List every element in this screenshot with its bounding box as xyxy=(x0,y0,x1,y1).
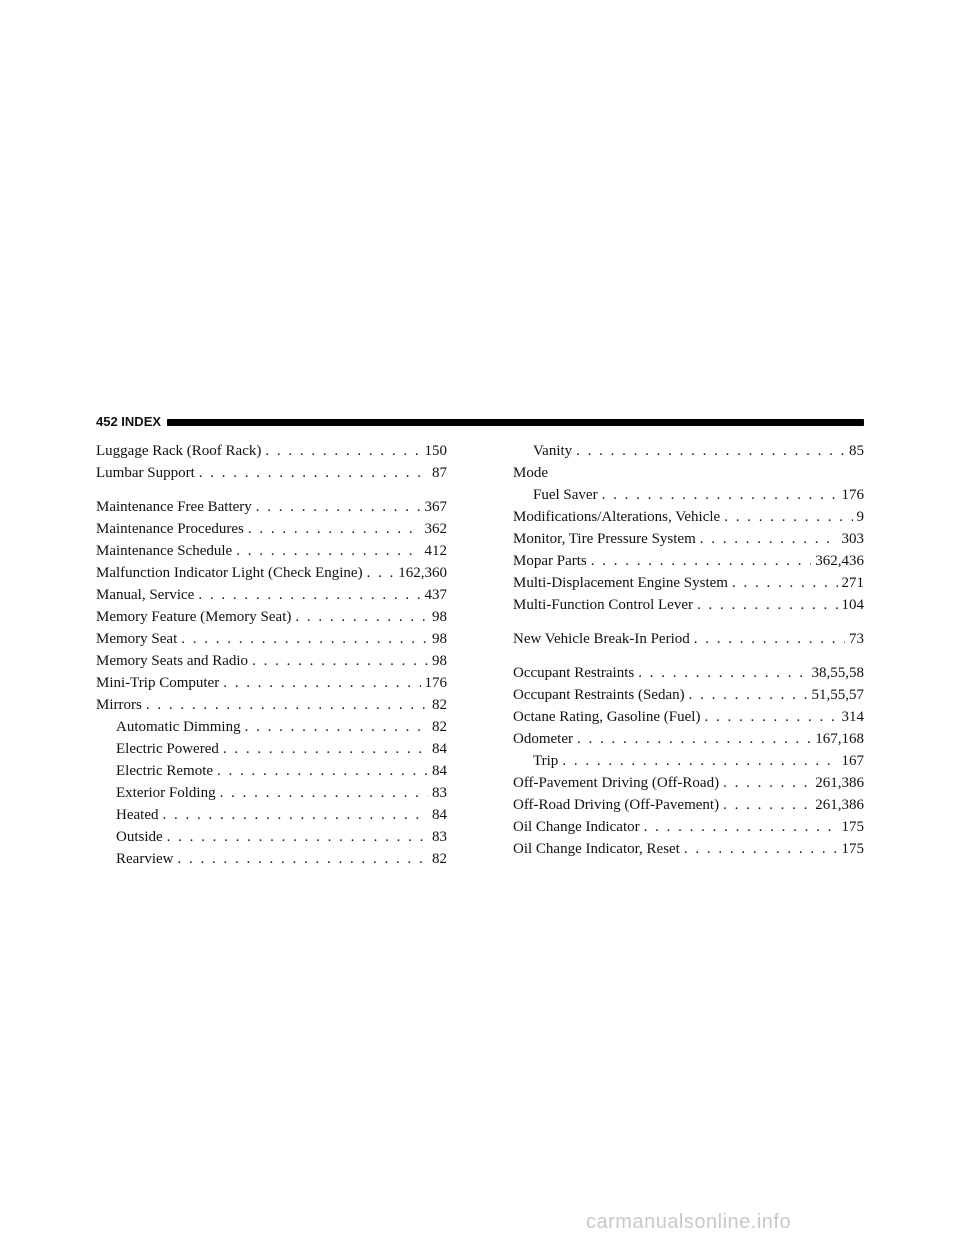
index-entry xyxy=(96,496,447,518)
index-term: Exterior Folding xyxy=(116,785,216,801)
dot-leader xyxy=(700,528,838,550)
index-page-numbers: 362 xyxy=(424,521,447,537)
index-term: Electric Remote xyxy=(116,763,214,779)
index-column-left xyxy=(96,440,447,870)
index-entry xyxy=(513,706,864,728)
index-term: Memory Feature (Memory Seat) xyxy=(96,609,292,625)
index-term: Automatic Dimming xyxy=(116,719,241,735)
index-page-numbers: 437 xyxy=(424,587,447,603)
index-term: Maintenance Free Battery xyxy=(96,499,252,515)
dot-leader xyxy=(684,838,838,860)
dot-leader xyxy=(167,826,428,848)
dot-leader xyxy=(220,782,428,804)
index-page-numbers: 87 xyxy=(432,465,447,481)
index-page-numbers: 271 xyxy=(841,575,864,591)
index-page-numbers: 104 xyxy=(841,597,864,613)
index-term: Occupant Restraints xyxy=(513,665,635,681)
dot-leader xyxy=(689,684,808,706)
index-term: Octane Rating, Gasoline (Fuel) xyxy=(513,709,701,725)
index-entry xyxy=(513,772,864,794)
index-entry xyxy=(96,848,447,870)
index-term: Maintenance Schedule xyxy=(96,543,233,559)
index-term: Modifications/Alterations, Vehicle xyxy=(513,509,721,525)
index-page-numbers: 73 xyxy=(849,631,864,647)
dot-leader xyxy=(697,594,838,616)
index-term: Lumbar Support xyxy=(96,465,195,481)
dot-leader xyxy=(177,848,428,870)
index-term: Oil Change Indicator, Reset xyxy=(513,841,680,857)
index-term: Malfunction Indicator Light (Check Engine) xyxy=(96,565,363,581)
dot-leader xyxy=(723,772,811,794)
index-term: Maintenance Procedures xyxy=(96,521,244,537)
index-page-numbers: 98 xyxy=(432,631,447,647)
index-entry xyxy=(96,462,447,484)
index-page-numbers: 175 xyxy=(841,819,864,835)
dot-leader xyxy=(199,462,428,484)
index-page-numbers: 162,360 xyxy=(398,565,447,581)
index-page-numbers: 176 xyxy=(841,487,864,503)
index-term: Multi-Displacement Engine System xyxy=(513,575,728,591)
index-page-numbers: 167 xyxy=(841,753,864,769)
index-term: Memory Seat xyxy=(96,631,178,647)
index-page-numbers: 51,55,57 xyxy=(811,687,864,703)
index-term: Mini-Trip Computer xyxy=(96,675,220,691)
index-entry xyxy=(513,440,864,462)
index-page-numbers: 84 xyxy=(432,763,447,779)
index-term: Memory Seats and Radio xyxy=(96,653,249,669)
index-entry xyxy=(96,650,447,672)
dot-leader xyxy=(724,506,852,528)
dot-leader xyxy=(576,440,845,462)
index-term: Off-Pavement Driving (Off-Road) xyxy=(513,775,720,791)
index-entry xyxy=(513,816,864,838)
index-term: Heated xyxy=(116,807,159,823)
index-page-numbers: 84 xyxy=(432,741,447,757)
index-page-numbers: 84 xyxy=(432,807,447,823)
index-page-numbers: 98 xyxy=(432,609,447,625)
dot-leader xyxy=(591,550,812,572)
dot-leader xyxy=(181,628,428,650)
index-entry xyxy=(96,606,447,628)
index-page-numbers: 176 xyxy=(424,675,447,691)
dot-leader xyxy=(723,794,811,816)
index-page-numbers: 314 xyxy=(841,709,864,725)
dot-leader xyxy=(217,760,428,782)
index-page-numbers: 412 xyxy=(424,543,447,559)
index-entry xyxy=(513,506,864,528)
header-rule xyxy=(167,419,864,426)
dot-leader xyxy=(245,716,428,738)
index-term: Occupant Restraints (Sedan) xyxy=(513,687,685,703)
dot-leader xyxy=(577,728,811,750)
index-entry xyxy=(513,838,864,860)
index-entry xyxy=(513,750,864,772)
index-term: Monitor, Tire Pressure System xyxy=(513,531,696,547)
dot-leader xyxy=(236,540,420,562)
dot-leader xyxy=(732,572,838,594)
index-entry xyxy=(96,540,447,562)
index-page-numbers: 261,386 xyxy=(815,775,864,791)
index-term: Electric Powered xyxy=(116,741,219,757)
dot-leader xyxy=(223,672,420,694)
index-page-numbers: 167,168 xyxy=(815,731,864,747)
index-term: Trip xyxy=(533,753,559,769)
index-term: Vanity xyxy=(533,443,573,459)
index-entry xyxy=(513,528,864,550)
index-term: Multi-Function Control Lever xyxy=(513,597,693,613)
dot-leader xyxy=(252,650,428,672)
dot-leader xyxy=(295,606,428,628)
index-entry xyxy=(96,628,447,650)
index-page-numbers: 38,55,58 xyxy=(811,665,864,681)
index-page-numbers: 150 xyxy=(424,443,447,459)
dot-leader xyxy=(248,518,421,540)
dot-leader xyxy=(704,706,837,728)
index-term: Outside xyxy=(116,829,163,845)
index-entry xyxy=(513,484,864,506)
index-term: Odometer xyxy=(513,731,573,747)
dot-leader xyxy=(162,804,428,826)
index-column-right xyxy=(513,440,864,860)
index-term: Luggage Rack (Roof Rack) xyxy=(96,443,262,459)
index-page-numbers: 98 xyxy=(432,653,447,669)
index-entry xyxy=(96,826,447,848)
index-term: Off-Road Driving (Off-Pavement) xyxy=(513,797,720,813)
dot-leader xyxy=(694,628,845,650)
index-entry xyxy=(513,572,864,594)
page-number-label: 452 INDEX xyxy=(96,414,162,429)
index-entry xyxy=(96,738,447,760)
watermark: carmanualsonline.info xyxy=(586,1211,792,1233)
index-page-numbers: 303 xyxy=(841,531,864,547)
index-page-numbers: 83 xyxy=(432,785,447,801)
index-page-numbers: 85 xyxy=(849,443,864,459)
index-entry xyxy=(96,760,447,782)
index-term: Rearview xyxy=(116,851,174,867)
index-entry xyxy=(513,462,864,484)
index-term: Mopar Parts xyxy=(513,553,587,569)
index-page-numbers: 82 xyxy=(432,719,447,735)
index-entry xyxy=(513,628,864,650)
dot-leader xyxy=(638,662,807,684)
index-entry xyxy=(513,794,864,816)
index-term: Mode xyxy=(513,465,548,481)
index-page-numbers: 367 xyxy=(424,499,447,515)
index-entry xyxy=(96,694,447,716)
dot-leader xyxy=(198,584,420,606)
dot-leader xyxy=(256,496,421,518)
index-entry xyxy=(96,782,447,804)
index-entry xyxy=(96,518,447,540)
dot-leader xyxy=(602,484,838,506)
index-page-numbers: 82 xyxy=(432,851,447,867)
index-term: Mirrors xyxy=(96,697,142,713)
index-page-numbers: 83 xyxy=(432,829,447,845)
index-entry xyxy=(513,594,864,616)
index-entry xyxy=(513,684,864,706)
index-page-numbers: 82 xyxy=(432,697,447,713)
index-entry xyxy=(513,550,864,572)
dot-leader xyxy=(146,694,428,716)
index-page-numbers: 9 xyxy=(856,509,864,525)
index-page-numbers: 362,436 xyxy=(815,553,864,569)
index-entry xyxy=(96,804,447,826)
index-entry xyxy=(96,584,447,606)
index-term: New Vehicle Break-In Period xyxy=(513,631,690,647)
index-entry xyxy=(513,728,864,750)
dot-leader xyxy=(562,750,837,772)
index-entry xyxy=(513,662,864,684)
index-entry xyxy=(96,672,447,694)
index-term: Oil Change Indicator xyxy=(513,819,640,835)
dot-leader xyxy=(265,440,420,462)
index-term: Manual, Service xyxy=(96,587,195,603)
index-entry xyxy=(96,716,447,738)
page-header xyxy=(96,412,864,432)
index-entry xyxy=(96,562,447,584)
index-page-numbers: 261,386 xyxy=(815,797,864,813)
dot-leader xyxy=(644,816,838,838)
index-entry xyxy=(96,440,447,462)
index-term: Fuel Saver xyxy=(533,487,598,503)
dot-leader xyxy=(367,562,395,584)
dot-leader xyxy=(223,738,428,760)
index-page-numbers: 175 xyxy=(841,841,864,857)
